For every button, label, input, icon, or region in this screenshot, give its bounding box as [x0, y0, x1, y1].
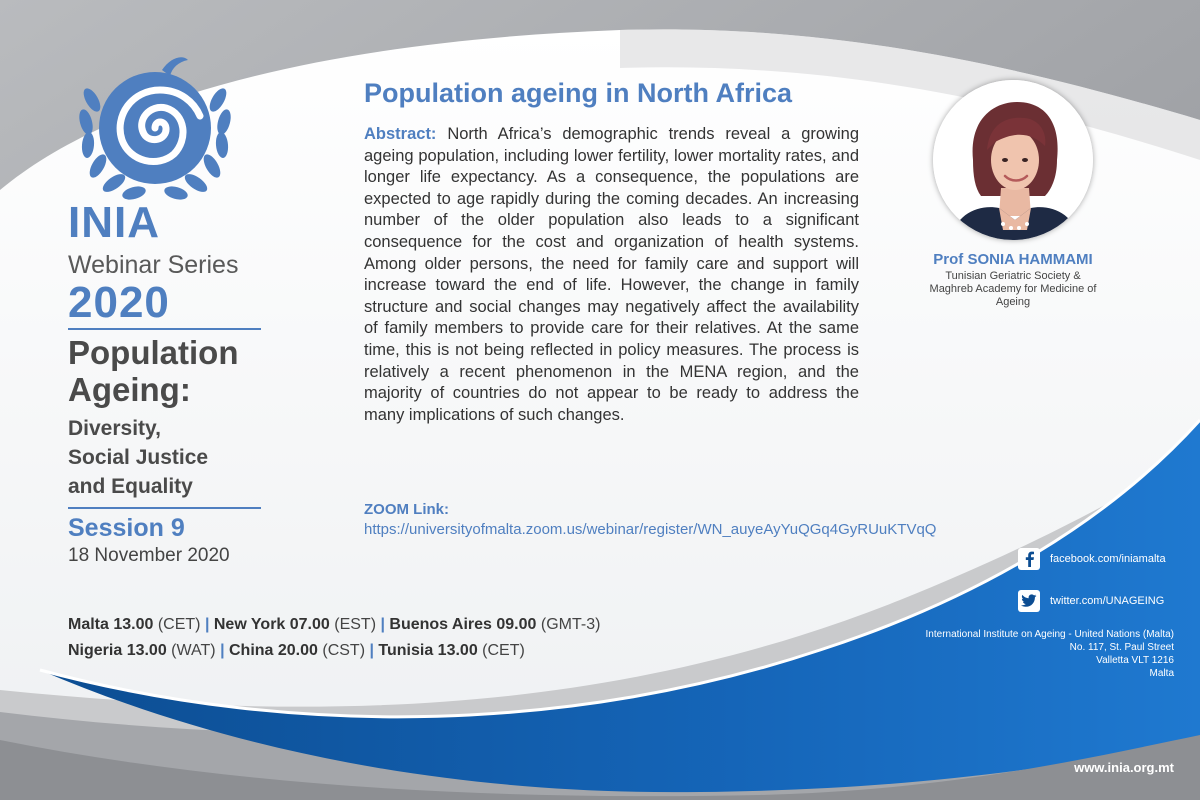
abstract-text: North Africa’s demographic trends reveal a growing ageing population, including lower fertility, lower mortality rates, and longer life expectancy. As a consequence, the populations are expected to age rapidly during the coming decades. An increasing number of the older population also leads to a significant consequence for the cost and organization of health systems. Among older persons, the need for family care and support will increase toward the end of life. However, the change in family structure and social changes may negatively affect the availability of family members to provide care for their relatives. At the same time, this is not being reflected in policy measures. The process is relatively a recent phenomenon in the MENA region, and the majority of countries do not appear to be ready to address the many implications of such changes.	[364, 125, 859, 424]
series-name: Webinar Series	[68, 251, 239, 279]
speaker-info	[900, 250, 1126, 309]
time-city: Malta 13.00	[68, 616, 154, 633]
series-year: 2020	[68, 278, 170, 327]
talk-title: Population ageing in North Africa	[364, 78, 793, 108]
institute-address	[926, 628, 1174, 680]
divider	[68, 328, 261, 330]
separator: |	[380, 616, 390, 633]
time-zone: (CET)	[153, 616, 201, 633]
un-laurel-spiral-logo	[70, 40, 240, 210]
zoom-section	[364, 500, 936, 540]
twitter-icon	[1018, 590, 1040, 612]
abstract	[364, 124, 859, 426]
time-city: China 20.00	[228, 642, 318, 659]
zoom-link[interactable]: https://universityofmalta.zoom.us/webinar/register/WN_auyeAyYuQGq4GyRUuKTVqQ	[364, 521, 937, 538]
twitter-link[interactable]	[1018, 590, 1164, 612]
time-zone: (WAT)	[166, 642, 216, 659]
portrait-icon	[933, 80, 1093, 240]
time-city: Tunisia 13.00	[378, 642, 478, 659]
address-city: Valletta VLT 1216	[1096, 655, 1174, 666]
subtheme-line-3: and Equality	[68, 475, 193, 498]
separator: |	[204, 616, 214, 633]
schedule-row-2	[68, 638, 600, 664]
time-zone: (GMT-3)	[536, 616, 601, 633]
theme-line-2: Ageing:	[68, 371, 191, 408]
speaker-name: Prof SONIA HAMMAMI	[933, 251, 1093, 268]
time-schedule	[68, 612, 600, 664]
separator: |	[369, 642, 379, 659]
divider	[68, 507, 261, 509]
time-zone: (CST)	[317, 642, 366, 659]
subtheme-line-1: Diversity,	[68, 417, 161, 440]
address-country: Malta	[1149, 668, 1174, 679]
schedule-row-1	[68, 612, 600, 638]
time-zone: (EST)	[329, 616, 377, 633]
session-number: Session 9	[68, 514, 185, 542]
website-link[interactable]: www.inia.org.mt	[1074, 760, 1174, 775]
subtheme-line-2: Social Justice	[68, 446, 209, 469]
time-city: Nigeria 13.00	[68, 642, 167, 659]
time-zone: (CET)	[477, 642, 525, 659]
theme-line-1: Population	[68, 334, 239, 371]
time-city: Buenos Aires 09.00	[389, 616, 537, 633]
org-name: INIA	[68, 198, 160, 247]
institute-name: International Institute on Ageing - United Nations (Malta)	[925, 629, 1174, 640]
facebook-link[interactable]	[1018, 548, 1166, 570]
twitter-handle: twitter.com/UNAGEING	[1050, 595, 1165, 607]
address-street: No. 117, St. Paul Street	[1069, 642, 1174, 653]
event-date: 18 November 2020	[68, 545, 230, 566]
separator: |	[220, 642, 229, 659]
time-city: New York 07.00	[213, 616, 330, 633]
facebook-handle: facebook.com/iniamalta	[1050, 553, 1166, 565]
zoom-label: ZOOM Link:	[364, 501, 449, 518]
speaker-affiliation-1: Tunisian Geriatric Society &	[945, 270, 1081, 282]
speaker-photo	[933, 80, 1093, 240]
facebook-icon	[1018, 548, 1040, 570]
event-branding	[68, 200, 308, 569]
speaker-affiliation-2: Maghreb Academy for Medicine of	[929, 283, 1097, 295]
abstract-label: Abstract:	[364, 125, 437, 143]
speaker-affiliation-3: Ageing	[995, 296, 1031, 308]
